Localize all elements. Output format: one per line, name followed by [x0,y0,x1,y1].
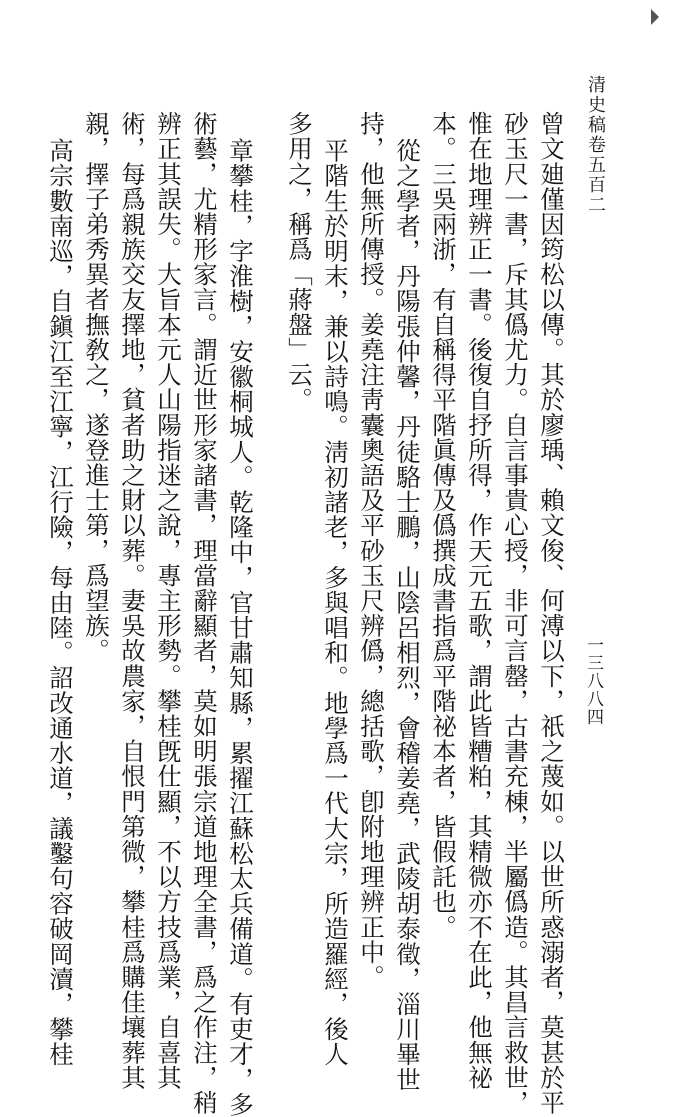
text-column: 平階生於明末，兼以詩鳴。淸初諸老，多與唱和。地學爲一代大宗，所造羅經，後人 [321,138,350,1067]
text-column: 砂玉尺一書，斥其僞尤力。自言事貴心授，非可言罄，古書充棟，半屬僞造。其昌言救世， [501,111,530,1115]
page-title: 清史稿卷五百二 [585,75,606,215]
text-column: 術藝，尤精形家言。謂近世形家諸書，理當辭顯者，莫如明張宗道地理全書，爲之作注，稍 [190,111,219,1115]
text-column: 惟在地理辨正一書。後復自抒所得，作天元五歌，謂此皆糟粕，其精微亦不在此，他無祕 [465,111,494,1090]
text-column: 術，每爲親族交友擇地，貧者助之財以葬。妻吳故農家，自恨門第微，攀桂爲購佳壤葬其 [118,111,147,1090]
text-column: 多用之，稱爲「蔣盤」云。 [285,111,314,413]
text-column: 本。三吳兩浙，有自稱得平階眞傳及僞撰成書指爲平階祕本者，皆假託也。 [429,111,458,940]
text-column: 持，他無所傳授。姜堯注靑囊奧語及平砂玉尺辨僞，總括歌，卽附地理辨正中。 [357,111,386,990]
page-number: 一三八八四 [583,636,603,726]
page-corner-mark [651,9,659,25]
text-column: 章攀桂，字淮樹，安徽桐城人。乾隆中，官甘肅知縣，累擢江蘇松太兵備道。有吏才，多 [226,138,255,1117]
text-column: 親，擇子弟秀異者撫敎之，遂登進士第，爲望族。 [82,111,111,664]
text-column: 高宗數南巡，自鎭江至江寧，江行險，每由陸。詔改通水道，議鑿句容破岡瀆，攀桂 [46,138,75,1067]
text-column: 從之學者，丹陽張仲馨，丹徒駱士鵬，山陰呂相烈，會稽姜堯，武陵胡泰徵，淄川畢世 [393,138,422,1092]
text-column: 曾文廸僅因筠松以傳。其於廖瑀、賴文俊、何溥以下，祇之蔑如。以世所惑溺者，莫甚於平 [537,111,566,1115]
text-column: 辨正其誤失。大旨本元人山陽指迷之說，專主形勢。攀桂旣仕顯，不以方技爲業，自喜其 [154,111,183,1090]
